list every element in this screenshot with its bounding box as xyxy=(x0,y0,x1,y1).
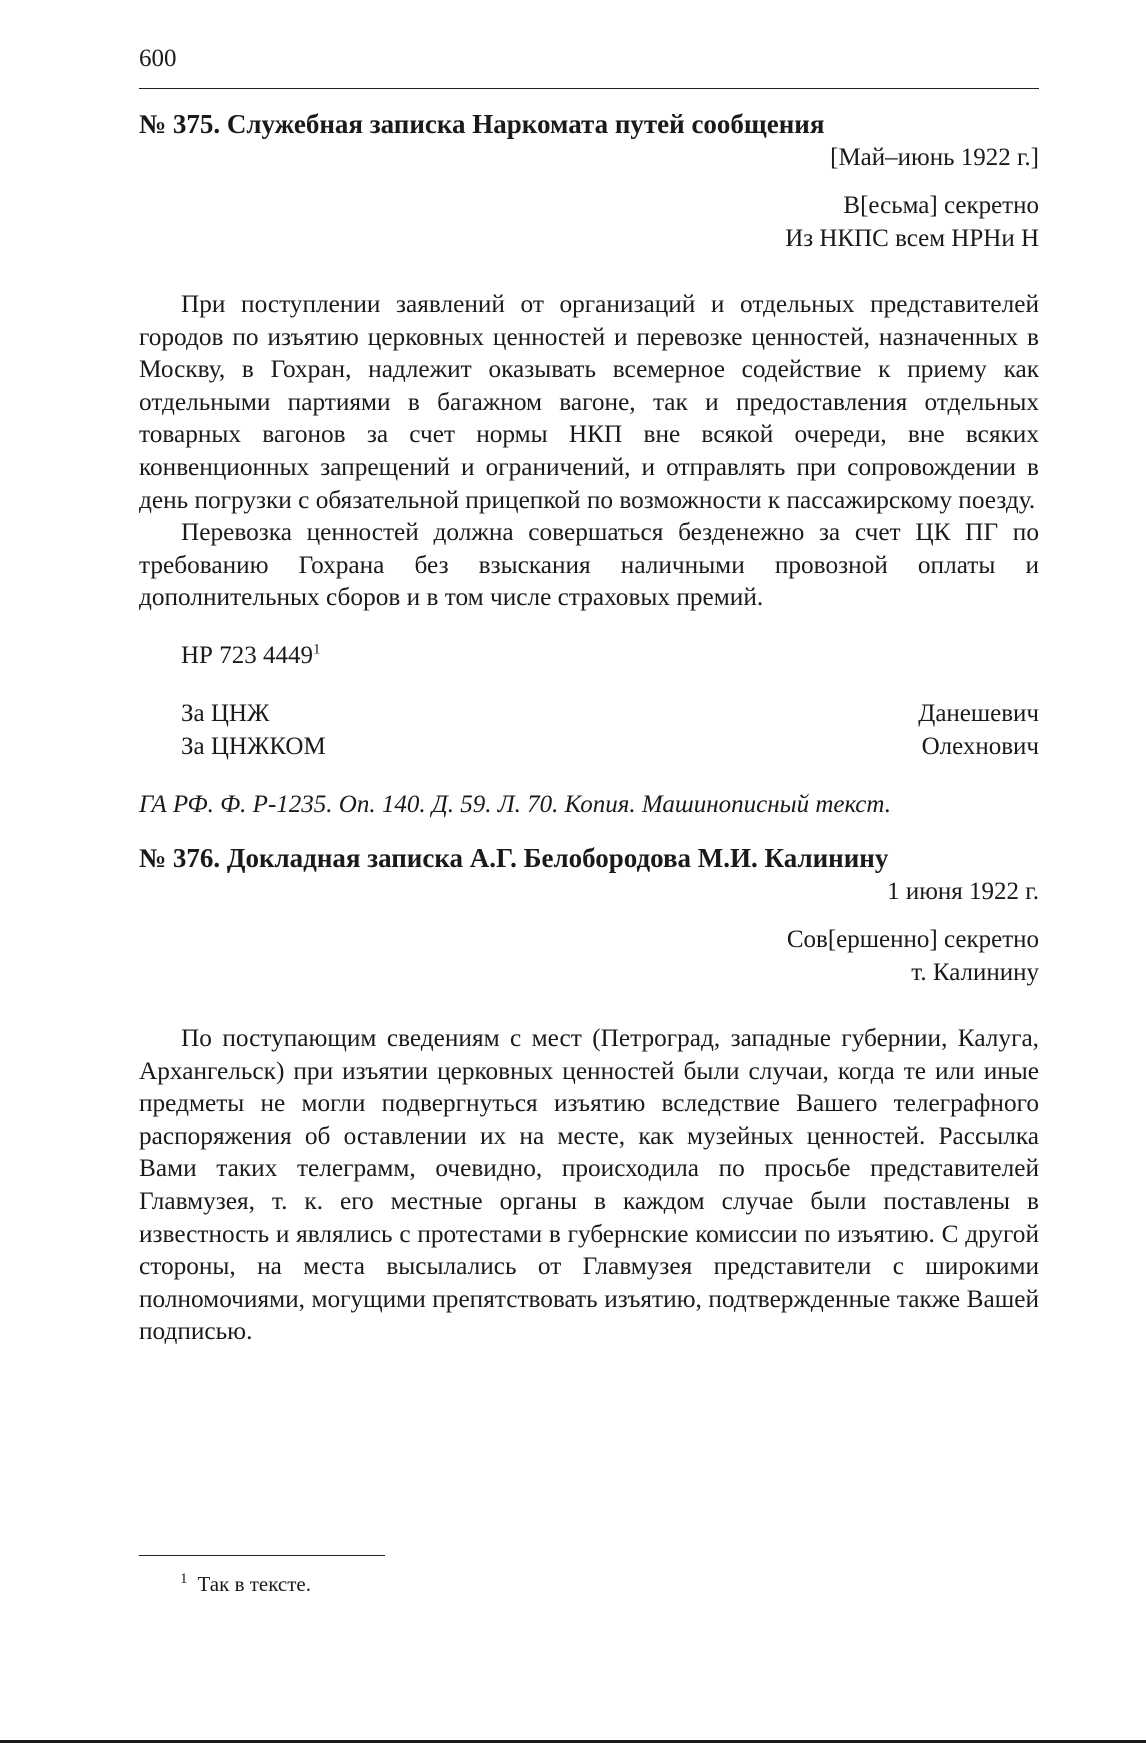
doc-375-paragraph-2: Перевозка ценностей должна совершаться безденежно за счет ЦК ПГ по требованию Гохрана без взыскания наличными провозной оплаты и дополнительных сборов и в том числе страховых премий. xyxy=(139,518,1039,612)
doc-375-date: [Май–июнь 1922 г.] xyxy=(830,144,1039,171)
doc-376-paragraph-1: По поступающим сведениям с мест (Петроград, западные губернии, Калуга, Архангельск) при изъятии церковных ценностей были случаи, когда те или иные предметы не могли подвергнуться изъятию вследствие Вашего телеграфного распоряжения об оставлении их на месте, как музейных ценностей. Рассылка Вами таких телеграмм, очевидно, происходила по просьбе представителей Главмузея, т. к. его местные органы в каждом случае были поставлены в известность и являлись с протестами в губернские комиссии по изъятию. С другой стороны, на места высылались от Главмузея представители с широкими полномочиями, могущими препятствовать изъятию, подтвержденные также Вашей подписью. xyxy=(139,1023,1039,1346)
doc-376-date: 1 июня 1922 г. xyxy=(887,877,1039,905)
doc-375-addressee: Из НКПС всем НРНи Н xyxy=(785,225,1039,252)
doc-376-title: № 376. Докладная записка А.Г. Белобородова М.И. Калинину xyxy=(139,842,889,873)
page-bottom-border xyxy=(0,1740,1146,1743)
footnote-marker: 1 xyxy=(312,641,321,658)
doc-375-source: ГА РФ. Ф. Р-1235. Оп. 140. Д. 59. Л. 70. Копия. Машинописный текст. xyxy=(139,790,891,818)
page-number: 600 xyxy=(139,45,177,72)
signature-name: Олехнович xyxy=(921,732,1039,760)
signature-name: Данешевич xyxy=(918,699,1039,727)
signature-position: За ЦНЖКОМ xyxy=(181,732,326,760)
footnote-rule xyxy=(139,1555,385,1556)
signature-row xyxy=(139,697,1039,730)
reference-number: НР 723 4449 xyxy=(181,641,313,669)
doc-375-reference xyxy=(139,639,1039,672)
page-body xyxy=(139,44,1039,1348)
header-rule xyxy=(139,88,1039,89)
doc-376-classification: Сов[ершенно] секретно xyxy=(786,925,1039,953)
doc-375-title: № 375. Служебная записка Наркомата путей сообщения xyxy=(139,109,825,139)
signature-row xyxy=(139,730,1039,763)
footnote-number: 1 xyxy=(180,1571,188,1587)
signature-position: За ЦНЖ xyxy=(181,699,270,727)
footnote-text: Так в тексте. xyxy=(197,1572,311,1596)
doc-375-classification: В[есьма] секретно xyxy=(843,192,1039,219)
footnote xyxy=(180,1571,311,1597)
doc-375-signatures xyxy=(139,697,1039,763)
doc-376-addressee: т. Калинину xyxy=(911,958,1039,986)
doc-375-paragraph-1: При поступлении заявлений от организаций и отдельных представителей городов по изъятию церковных ценностей и перевозке ценностей, назначенных в Москву, в Гохран, надлежит оказывать всемерное содействие к приему как отдельными партиями в багажном вагоне, так и предоставления отдельных товарных вагонов за счет нормы НКП вне всякой очереди, вне всяких конвенционных запрещений и ограничений, и отправлять при сопровождении в день погрузки с обязательной прицепкой по возможности к пассажирскому поезду. xyxy=(139,290,1039,514)
